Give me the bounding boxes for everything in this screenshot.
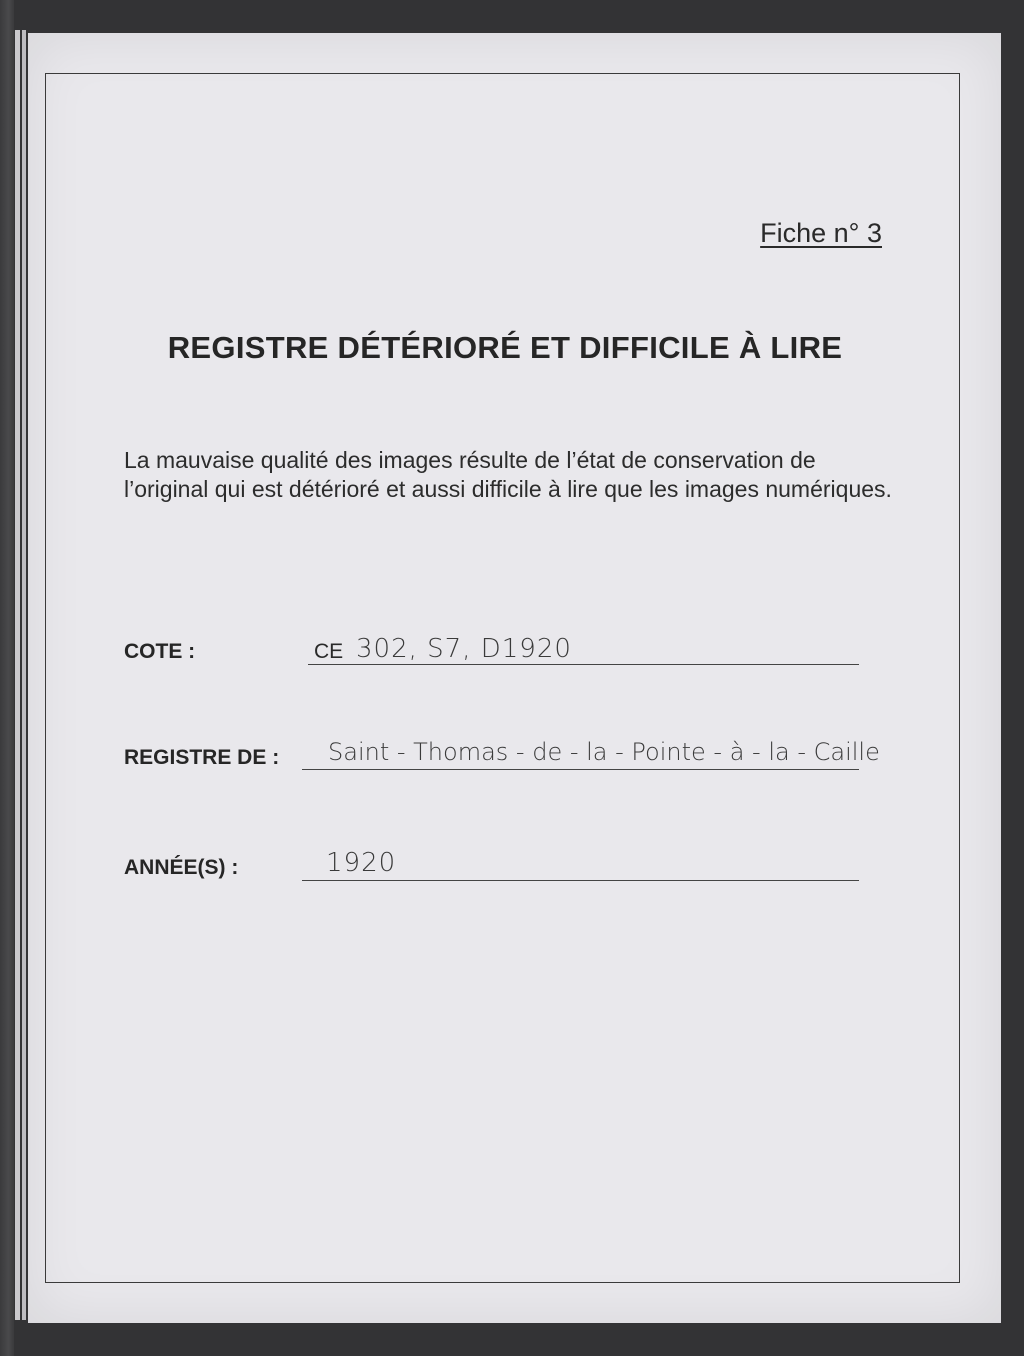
page-title: REGISTRE DÉTÉRIORÉ ET DIFFICILE À LIRE bbox=[167, 330, 843, 365]
registre-handwritten-value: Saint - Thomas - de - la - Pointe - à - la - Caille bbox=[328, 738, 880, 766]
form-border bbox=[45, 73, 960, 1283]
page-edge bbox=[22, 30, 26, 1320]
registre-line bbox=[302, 769, 859, 770]
cote-handwritten-value: 302, S7, D1920 bbox=[356, 634, 572, 664]
annees-label: ANNÉE(S) : bbox=[124, 856, 239, 879]
page-edge bbox=[15, 30, 20, 1320]
cote-line bbox=[308, 664, 859, 665]
cote-prefix: CE bbox=[314, 640, 344, 663]
annees-line bbox=[302, 880, 859, 881]
registre-label: REGISTRE DE : bbox=[124, 746, 280, 769]
annees-handwritten-value: 1920 bbox=[326, 848, 397, 878]
fiche-number: Fiche n° 3 bbox=[760, 218, 882, 248]
cote-label: COTE : bbox=[124, 640, 196, 663]
binder-spine bbox=[0, 0, 14, 1356]
description-paragraph: La mauvaise qualité des images résulte de l’état de conservation de l’original qui est détérioré et aussi difficile à lire que les images numériques. bbox=[124, 447, 892, 502]
